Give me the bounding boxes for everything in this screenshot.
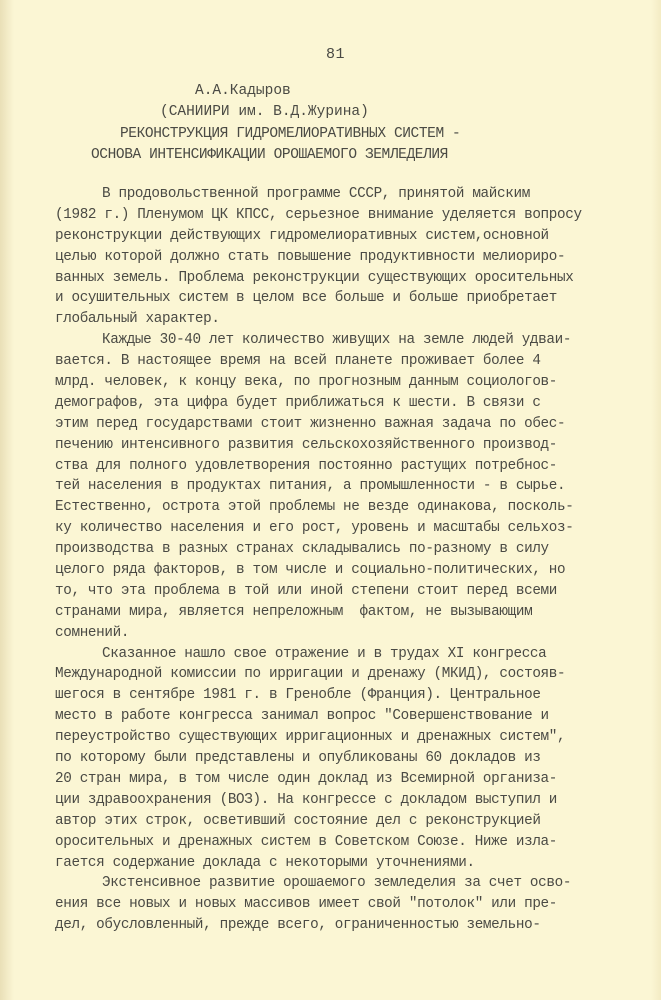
text-line: переустройство существующих ирригационных и дренажных систем", — [55, 729, 566, 746]
text-line: Экстенсивное развитие орошаемого земледелия за счет осво- — [102, 875, 572, 892]
text-line: демографов, эта цифра будет приближаться к шести. В связи с — [55, 394, 541, 411]
text-line: шегося в сентябре 1981 г. в Гренобле (Франция). Центральное — [55, 687, 541, 704]
text-line: Каждые 30-40 лет количество живущих на земле людей удваи- — [102, 332, 572, 349]
text-line: сомнений. — [55, 624, 130, 641]
text-line: тей населения в продуктах питания, а промышленности - в сырье. — [55, 478, 566, 495]
paragraph — [55, 184, 615, 330]
author-affiliation: (САНИИРИ им. В.Д.Журина) — [160, 104, 369, 120]
paragraph — [55, 873, 615, 936]
article-title-line-2: ОСНОВА ИНТЕНСИФИКАЦИИ ОРОШАЕМОГО ЗЕМЛЕДЕЛИЯ — [91, 147, 448, 163]
text-line: 20 стран мира, в том числе один доклад из Всемирной организа- — [55, 770, 558, 787]
text-line: глобальный характер. — [55, 311, 220, 328]
text-line: автор этих строк, осветивший состояние дел с реконструкцией — [55, 812, 541, 829]
author-name: А.А.Кадыров — [195, 83, 291, 99]
text-line: ции здравоохранения (ВОЗ). На конгрессе с докладом выступил и — [55, 791, 558, 808]
text-line: и осушительных систем в целом все больше и больше приобретает — [55, 290, 558, 307]
text-line: место в работе конгресса занимал вопрос "Совершенствование и — [55, 708, 549, 725]
text-line: В продовольственной программе СССР, принятой майским — [102, 186, 530, 202]
text-line: дел, обусловленный, прежде всего, ограниченностью земельно- — [55, 917, 541, 934]
text-line: оросительных и дренажных систем в Советском Союзе. Ниже изла- — [55, 833, 558, 850]
text-line: гается содержание доклада с некоторыми уточнениями. — [55, 854, 475, 871]
text-line: целого ряда факторов, в том числе и социально-политических, но — [55, 562, 566, 579]
text-line: Естественно, острота этой проблемы не везде одинакова, посколь- — [55, 499, 574, 516]
article-title-line-1: РЕКОНСТРУКЦИЯ ГИДРОМЕЛИОРАТИВНЫХ СИСТЕМ - — [120, 126, 461, 142]
text-line: млрд. человек, к концу века, по прогнозным данным социологов- — [55, 374, 558, 391]
text-line: (1982 г.) Пленумом ЦК КПСС, серьезное внимание уделяется вопросу — [55, 206, 582, 223]
text-line: то, что эта проблема в той или иной степени стоит перед всеми — [55, 582, 558, 599]
text-line: реконструкции действующих гидромелиоративных систем,основной — [55, 227, 549, 244]
text-line: ку количество населения и его рост, уровень и масштабы сельхоз- — [55, 520, 574, 537]
paragraph — [55, 644, 615, 874]
text-line: странами мира, является непреложным фактом, не вызывающим — [55, 603, 533, 620]
text-line: Сказанное нашло свое отражение и в трудах XI конгресса — [102, 645, 547, 662]
text-line: этим перед государствами стоит жизненно важная задача по обес- — [55, 415, 566, 432]
text-line: производства в разных странах складывались по-разному в силу — [55, 541, 549, 558]
text-line: ства для полного удовлетворения постоянно растущих потребнос- — [55, 457, 558, 474]
text-line: целью которой должно стать повышение продуктивности мелиориро- — [55, 248, 566, 265]
text-line: Международной комиссии по ирригации и дренажу (МКИД), состояв- — [55, 666, 566, 683]
article-body — [55, 184, 615, 936]
text-line: ения все новых и новых массивов имеет свой "потолок" или пре- — [55, 896, 558, 913]
paragraph — [55, 330, 615, 643]
text-line: ванных земель. Проблема реконструкции существующих оросительных — [55, 269, 574, 286]
text-line: по которому были представлены и опубликованы 60 докладов из — [55, 750, 541, 767]
text-line: печению интенсивного развития сельскохозяйственного производ- — [55, 436, 558, 453]
text-line: вается. В настоящее время на всей планете проживает более 4 — [55, 353, 541, 370]
page-number: 81 — [325, 46, 345, 63]
